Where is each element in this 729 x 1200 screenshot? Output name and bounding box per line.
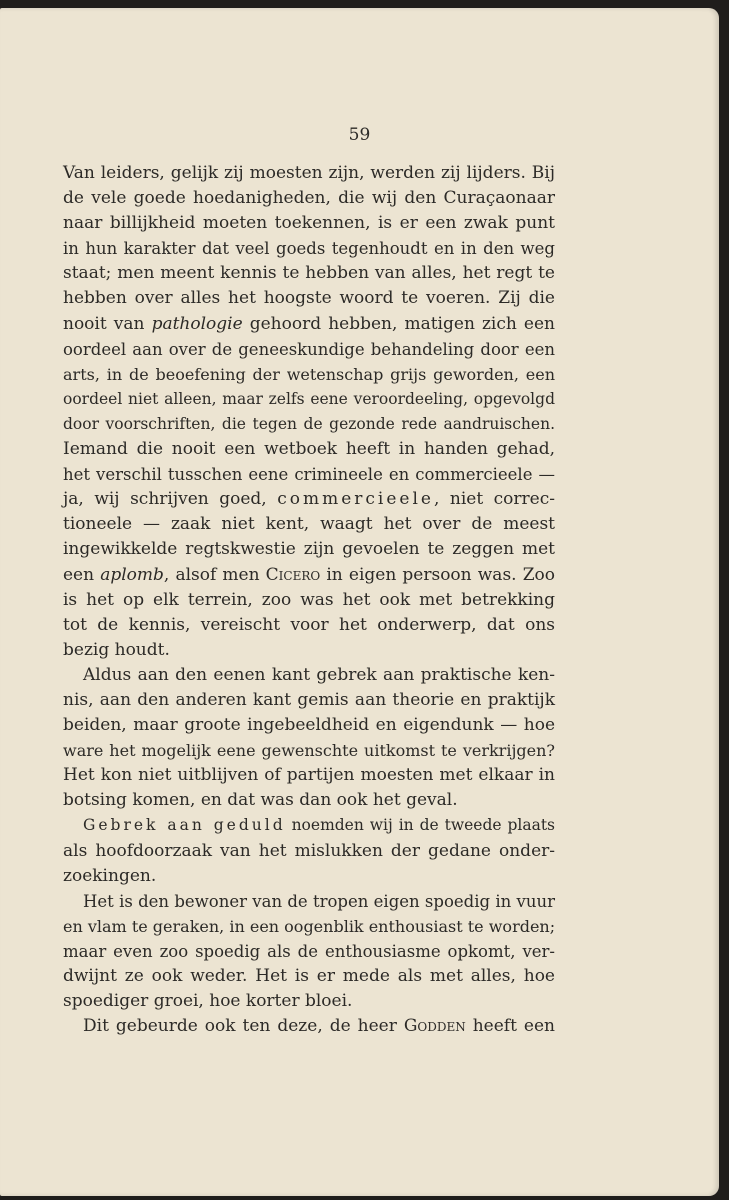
text-segment: ja, wij schrijven goed,: [63, 489, 278, 510]
text-line: staat; men meent kennis te hebben van alles, het regt te: [63, 263, 555, 284]
text-line: Het kon niet uitblijven of partijen moesten met elkaar in: [63, 765, 555, 786]
text-segment: in eigen persoon was. Zoo: [320, 564, 555, 585]
text-line: het verschil tusschen eene crimineele en commercieele —: [63, 465, 555, 485]
text-line: spoediger groei, hoe korter bloei.: [63, 991, 353, 1012]
spaced-term: commercieele: [277, 489, 434, 510]
text-line: en vlam te geraken, in een oogenblik enthousiast te worden;: [63, 916, 556, 936]
text-line: botsing komen, en dat was dan ook het geval.: [63, 790, 458, 811]
text-segment: nooit van: [63, 313, 152, 334]
text-segment: gehoord hebben, matigen zich een: [242, 313, 555, 334]
small-caps-name: Cicero: [265, 564, 321, 585]
text-line: tot de kennis, vereischt voor het onderwerp, dat ons: [63, 614, 555, 635]
text-line: [63, 1014, 555, 1039]
text-line: dwijnt ze ook weder. Het is er mede als met alles, hoe: [63, 966, 555, 986]
spaced-term: Gebrek aan geduld: [83, 816, 286, 835]
text-segment: noemden wij in de tweede plaats: [285, 816, 556, 835]
italic-term: aplomb: [100, 564, 164, 585]
text-line: [63, 563, 555, 588]
text-line: arts, in de beoefening der wetenschap grijs geworden, een: [63, 364, 555, 384]
text-segment: , niet correc-: [433, 489, 555, 510]
text-line: tioneele — zaak niet kent, waagt het over de meest: [63, 514, 555, 535]
body-text: [63, 161, 555, 1039]
text-line: maar even zoo spoedig als de enthousiasme opkomt, ver-: [63, 941, 555, 961]
text-line: nis, aan den anderen kant gemis aan theorie en praktijk: [63, 689, 555, 710]
text-segment: heeft een: [465, 1016, 555, 1037]
text-line: in hun karakter dat veel goeds tegenhoudt en in den weg: [63, 239, 555, 259]
text-line: Van leiders, gelijk zij moesten zijn, werden zij lijders. Bij: [63, 163, 555, 183]
text-line: bezig houdt.: [63, 639, 170, 660]
text-segment: een: [63, 564, 101, 585]
small-caps-name: Godden: [403, 1016, 466, 1037]
text-line: zoekingen.: [63, 865, 157, 886]
italic-term: pathologie: [151, 313, 243, 334]
text-line: Het is den bewoner van de tropen eigen spoedig in vuur: [83, 891, 555, 911]
text-line: [63, 813, 555, 838]
text-line: Iemand die nooit een wetboek heeft in handen gehad,: [63, 439, 555, 460]
text-line: [63, 312, 555, 337]
text-line: ware het mogelijk eene gewenschte uitkomst te verkrijgen?: [63, 741, 555, 761]
text-line: [63, 487, 555, 512]
text-segment: , alsof men: [163, 564, 266, 585]
text-line: naar billijkheid moeten toekennen, is er een zwak punt: [63, 213, 555, 234]
text-line: als hoofdoorzaak van het mislukken der gedane onder-: [63, 840, 555, 861]
text-line: ingewikkelde regtskwestie zijn gevoelen te zeggen met: [63, 539, 555, 560]
page-number: 59: [348, 125, 371, 145]
text-line: beiden, maar groote ingebeeldheid en eigendunk — hoe: [63, 715, 555, 736]
text-segment: Dit gebeurde ook ten deze, de heer: [83, 1016, 404, 1037]
text-line: de vele goede hoedanigheden, die wij den Curaçaonaar: [63, 188, 555, 209]
text-line: door voorschriften, die tegen de gezonde rede aandruischen.: [63, 414, 555, 433]
text-line: is het op elk terrein, zoo was het ook met betrekking: [63, 589, 555, 610]
text-line: Aldus aan den eenen kant gebrek aan praktische ken-: [83, 664, 555, 685]
book-page: [0, 8, 719, 1196]
text-line: hebben over alles het hoogste woord te voeren. Zij die: [63, 288, 555, 309]
text-line: oordeel niet alleen, maar zelfs eene veroordeeling, opgevolgd: [63, 389, 555, 408]
text-line: oordeel aan over de geneeskundige behandeling door een: [63, 339, 555, 359]
